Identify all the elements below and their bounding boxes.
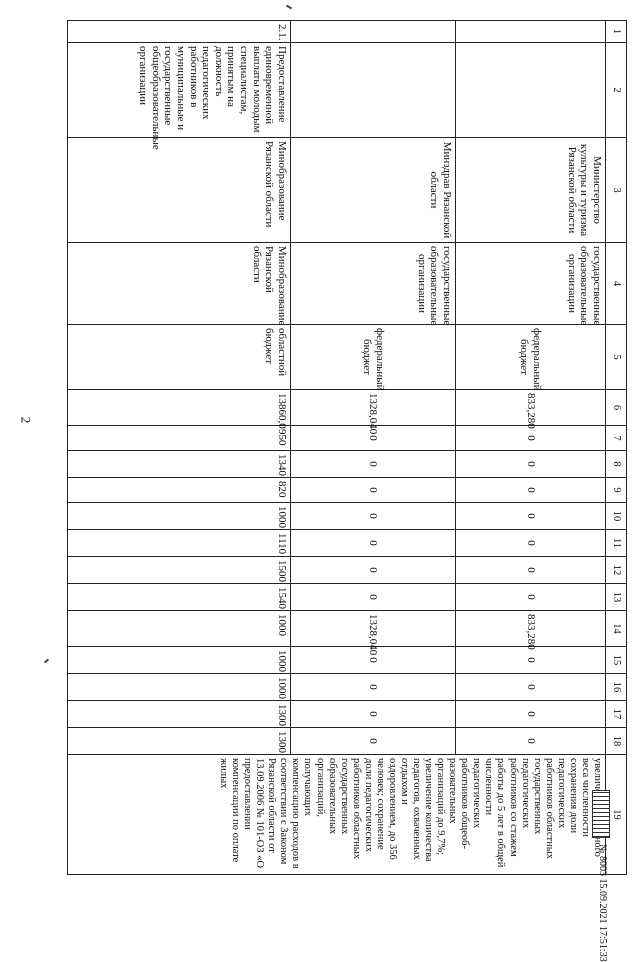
value-cell: 0 [291, 426, 456, 451]
organization-cell: Минобразование Рязанской области [68, 243, 291, 325]
header-cell: 15 [606, 647, 627, 674]
header-cell: 6 [606, 390, 627, 426]
value-cell: 0 [456, 584, 606, 611]
rotated-table-container [67, 20, 627, 869]
header-cell: 8 [606, 451, 627, 478]
header-cell: 14 [606, 611, 627, 647]
value-cell: 1340 [68, 451, 291, 478]
expected-results-cell: увеличение веса численности сохранения доли педагогических работников областных государственных педагогических работников со стажем работы до 5 лет в общей численности педагогических работников общеоб-разовательных организаций до 9,7%; увеличение количества педагогов, охваченных отдыхом и оздоровлением, до 356 человек; сохранение доли педагогических работников областных государственных образовательных организаций, получающих компенсацию расходов в соответствии с Законом Рязанской области от 13.09.2006 № 101-ОЗ «О предоставлении компенсации по оплате жилых [68, 755, 606, 875]
funding-source-cell: областной бюджет [68, 325, 291, 390]
header-cell: 2 [606, 43, 627, 138]
header-cell: 17 [606, 701, 627, 728]
value-cell: 1110 [68, 530, 291, 557]
value-cell: 1300 [68, 728, 291, 755]
header-cell: 19 [606, 755, 627, 875]
header-cell: 3 [606, 138, 627, 243]
value-cell: 0 [456, 503, 606, 530]
value-cell: 0 [291, 584, 456, 611]
funding-source-cell: федеральный бюджет [291, 325, 456, 390]
value-cell: 1000 [68, 611, 291, 647]
header-cell: 16 [606, 674, 627, 701]
table-row [456, 21, 606, 875]
organization-cell: государственные образовательные организации [456, 243, 606, 325]
header-cell: 12 [606, 557, 627, 584]
header-cell: 4 [606, 243, 627, 325]
value-cell: 0 [291, 674, 456, 701]
value-cell: 833,280 [456, 611, 606, 647]
description-cell [291, 43, 456, 138]
value-cell: 1000 [68, 503, 291, 530]
organization-cell: государственные образовательные организации [291, 243, 456, 325]
value-cell: 1300 [68, 701, 291, 728]
header-cell: 10 [606, 503, 627, 530]
value-cell: 0 [456, 426, 606, 451]
document-number: № 8003 15.09.2021 17:51:33 [597, 844, 608, 962]
header-cell: 5 [606, 325, 627, 390]
value-cell: 1500 [68, 557, 291, 584]
value-cell: 0 [456, 674, 606, 701]
value-cell: 0 [456, 557, 606, 584]
row-number-cell: 2.1. [68, 21, 291, 43]
value-cell: 833,280 [456, 390, 606, 426]
table-row [68, 21, 291, 875]
value-cell: 0 [291, 701, 456, 728]
value-cell: 0 [291, 503, 456, 530]
header-cell: 13 [606, 584, 627, 611]
scan-mark [44, 659, 49, 664]
value-cell: 1328,040 [291, 611, 456, 647]
value-cell: 0 [456, 451, 606, 478]
value-cell: 0 [291, 557, 456, 584]
value-cell: 1000 [68, 647, 291, 674]
header-cell: 18 [606, 728, 627, 755]
header-cell: 11 [606, 530, 627, 557]
value-cell: 1328,040 [291, 390, 456, 426]
value-cell: 0 [456, 728, 606, 755]
value-cell: 0 [291, 728, 456, 755]
value-cell: 1540 [68, 584, 291, 611]
page-number: 2 [18, 416, 34, 424]
header-cell: 7 [606, 426, 627, 451]
executor-cell: Минздрав Рязанской области [291, 138, 456, 243]
header-cell: 1 [606, 21, 627, 43]
value-cell: 0 [456, 530, 606, 557]
row-number-cell [456, 21, 606, 43]
table-row [291, 21, 456, 875]
value-cell: 1000 [68, 674, 291, 701]
scan-mark [286, 5, 292, 10]
value-cell: 0 [456, 701, 606, 728]
executor-cell: Министерство культуры и туризма Рязанской области [456, 138, 606, 243]
seal-icon [592, 790, 610, 838]
header-cell: 9 [606, 478, 627, 503]
value-cell: 0 [456, 478, 606, 503]
executor-cell: Минобразование Рязанской области [68, 138, 291, 243]
program-table [67, 20, 627, 875]
value-cell: 820 [68, 478, 291, 503]
row-number-cell [291, 21, 456, 43]
description-cell: Предоставление единовременной выплаты молодым специалистам, принятым на должность педагогических работников в муниципальные и государственные общеобразовательные организации [68, 43, 291, 138]
value-cell: 0 [291, 647, 456, 674]
document-stamp-area [582, 790, 618, 962]
value-cell: 0 [291, 451, 456, 478]
value-cell: 0 [456, 647, 606, 674]
value-cell: 0 [291, 530, 456, 557]
value-cell: 13860,0 [68, 390, 291, 426]
header-row [606, 21, 627, 875]
value-cell: 0 [291, 478, 456, 503]
description-cell [456, 43, 606, 138]
funding-source-cell: федеральный бюджет [456, 325, 606, 390]
value-cell: 950 [68, 426, 291, 451]
